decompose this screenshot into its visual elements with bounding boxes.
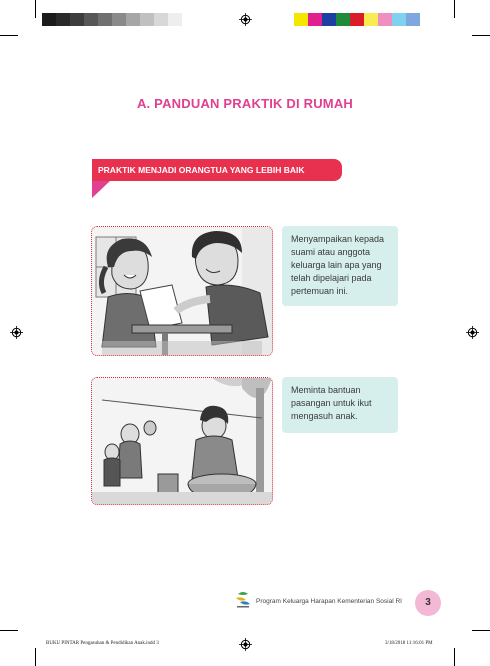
instruction-text: Menyampaikan kepada suami atau anggota keluarga lain apa yang telah dipelajari pada pertemuan ini. (291, 234, 385, 296)
pkh-logo-icon (234, 590, 252, 610)
color-swatch (336, 13, 350, 26)
instruction-card (282, 226, 398, 306)
registration-mark-icon (239, 638, 252, 651)
gray-swatch (126, 13, 140, 26)
color-swatch (350, 13, 364, 26)
print-slug-file: BUKU PINTAR Pengasuhan & Pendidikan Anak.indd 3 (46, 641, 159, 646)
color-swatch (378, 13, 392, 26)
registration-mark-icon (10, 326, 23, 339)
footer-program-text: Program Keluarga Harapan Kementerian Sosial RI (256, 598, 402, 605)
gray-swatch (140, 13, 154, 26)
color-swatch (294, 13, 308, 26)
color-swatch (406, 13, 420, 26)
gray-swatch (168, 13, 182, 26)
illustration-parents-talking (91, 226, 273, 356)
page-title: A. PANDUAN PRAKTIK DI RUMAH (136, 96, 354, 111)
gray-swatch (112, 13, 126, 26)
section-banner: PRAKTIK MENJADI ORANGTUA YANG LEBIH BAIK (92, 159, 342, 181)
gray-swatch (42, 13, 56, 26)
color-swatch (364, 13, 378, 26)
illustration-mother-children (91, 377, 273, 505)
color-swatch (392, 13, 406, 26)
color-swatch (308, 13, 322, 26)
gray-swatch (154, 13, 168, 26)
registration-mark-icon (466, 326, 479, 339)
page-number: 3 (415, 590, 441, 616)
banner-tail (92, 181, 110, 198)
instruction-text: Meminta bantuan pasangan untuk ikut mengasuh anak. (291, 385, 372, 421)
registration-mark-icon (239, 13, 252, 26)
gray-swatch (84, 13, 98, 26)
print-slug-datetime: 3/18/2018 11:16:01 PM (385, 641, 433, 646)
gray-swatch (70, 13, 84, 26)
gray-swatch (56, 13, 70, 26)
instruction-card (282, 377, 398, 433)
gray-swatch (98, 13, 112, 26)
color-swatch (322, 13, 336, 26)
